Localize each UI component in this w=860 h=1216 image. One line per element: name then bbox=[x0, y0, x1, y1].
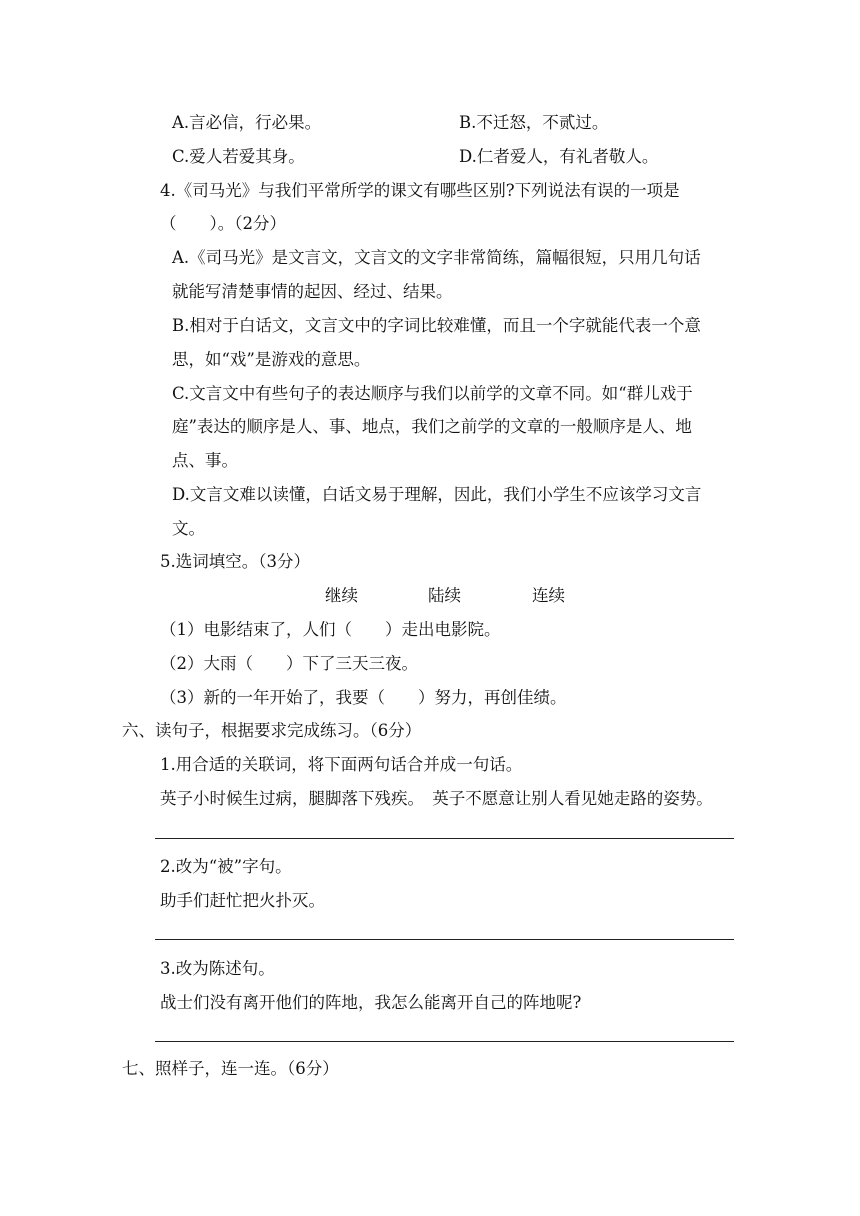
q4-option-a: A.《司马光》是文言文，文言文的文字非常简练，篇幅很短，只用几句话 bbox=[172, 248, 701, 267]
s6-q3-text: 战士们没有离开他们的阵地，我怎么能离开自己的阵地呢? bbox=[160, 993, 582, 1012]
s6-q2-stem: 2.改为“被”字句。 bbox=[160, 857, 292, 876]
q3-option-d: D.仁者爱人，有礼者敬人。 bbox=[459, 147, 659, 166]
s6-q3-answer-line[interactable] bbox=[155, 1041, 734, 1042]
q4-option-c-cont: 庭”表达的顺序是人、事、地点，我们之前学的文章的一般顺序是人、地 bbox=[172, 417, 692, 436]
s6-q1-answer-line[interactable] bbox=[155, 838, 734, 839]
q5-stem: 5.选词填空。（3分） bbox=[160, 552, 310, 571]
s6-q1-text: 英子小时候生过病，腿脚落下残疾。 英子不愿意让别人看见她走路的姿势。 bbox=[160, 789, 713, 808]
q5-word-3: 连续 bbox=[532, 586, 565, 605]
q4-option-c-cont2: 点、事。 bbox=[172, 451, 238, 470]
q4-option-d-cont: 文。 bbox=[172, 519, 205, 538]
q4-stem-cont: （ ）。（2分） bbox=[160, 214, 286, 233]
q4-option-c: C.文言文中有些句子的表达顺序与我们以前学的文章不同。如“群儿戏于 bbox=[172, 384, 693, 403]
q3-option-c: C.爱人若爱其身。 bbox=[172, 147, 305, 166]
q3-option-a: A.言必信，行必果。 bbox=[172, 113, 322, 132]
q5-word-1: 继续 bbox=[325, 586, 358, 605]
q5-item-2: （2）大雨（ ）下了三天三夜。 bbox=[160, 654, 418, 673]
q4-option-b-cont: 思，如“戏”是游戏的意思。 bbox=[172, 350, 371, 369]
q4-stem: 4.《司马光》与我们平常所学的课文有哪些区别?下列说法有误的一项是 bbox=[160, 181, 680, 200]
q5-word-2: 陆续 bbox=[428, 586, 461, 605]
section-6-heading: 六、读句子，根据要求完成练习。（6分） bbox=[122, 721, 422, 740]
s6-q2-answer-line[interactable] bbox=[155, 939, 734, 940]
s6-q3-stem: 3.改为陈述句。 bbox=[160, 959, 275, 978]
s6-q2-text: 助手们赶忙把火扑灭。 bbox=[160, 891, 325, 910]
q5-item-1: （1）电影结束了，人们（ ）走出电影院。 bbox=[160, 620, 501, 639]
q3-option-b: B.不迁怒，不贰过。 bbox=[459, 113, 609, 132]
q4-option-d: D.文言文难以读懂，白话文易于理解，因此，我们小学生不应该学习文言 bbox=[172, 485, 702, 504]
q4-option-b: B.相对于白话文，文言文中的字词比较难懂，而且一个字就能代表一个意 bbox=[172, 316, 701, 335]
q4-option-a-cont: 就能写清楚事情的起因、经过、结果。 bbox=[172, 282, 453, 301]
section-7-heading: 七、照样子，连一连。（6分） bbox=[122, 1059, 339, 1078]
q5-item-3: （3）新的一年开始了，我要（ ）努力，再创佳绩。 bbox=[160, 688, 567, 707]
s6-q1-stem: 1.用合适的关联词，将下面两句话合并成一句话。 bbox=[160, 755, 523, 774]
